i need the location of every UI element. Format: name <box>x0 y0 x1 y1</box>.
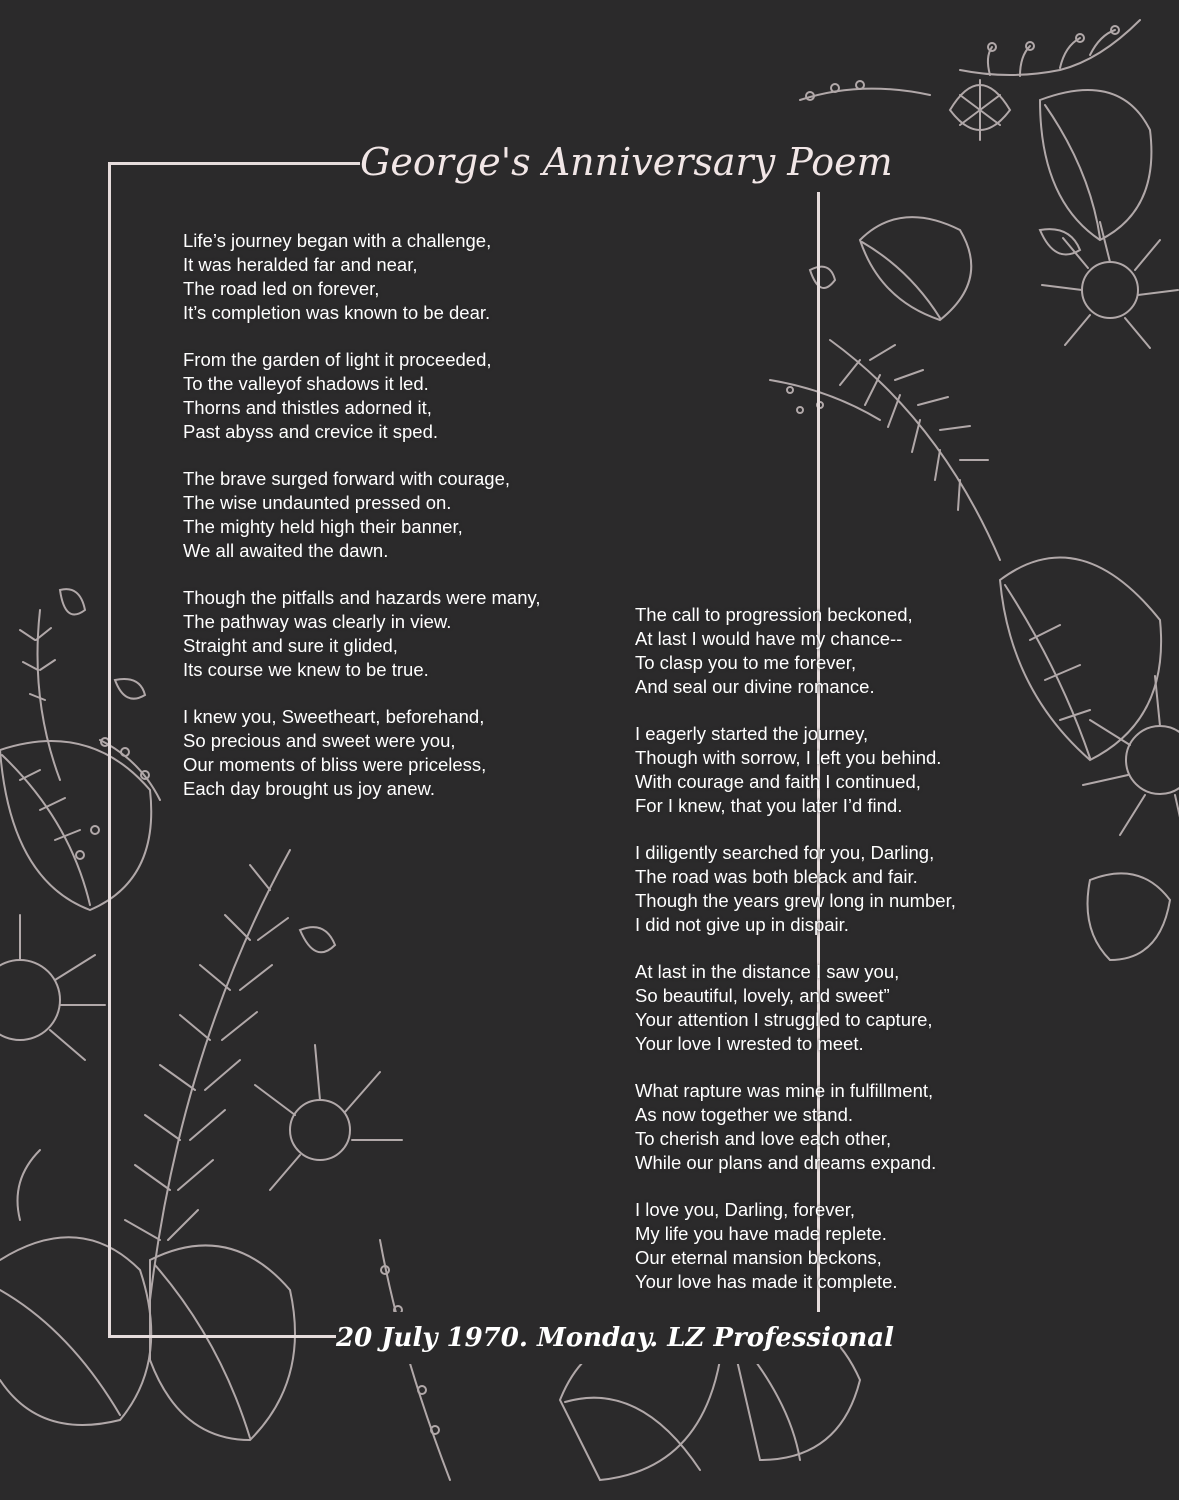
poem-line: The road led on forever, <box>183 278 380 299</box>
poem-line: At last I would have my chance-- <box>635 628 903 649</box>
poem-line: Though the years grew long in number, <box>635 890 956 911</box>
poem-line: From the garden of light it proceeded, <box>183 349 492 370</box>
poem-line: The pathway was clearly in view. <box>183 611 452 632</box>
poem-line: Your love I wrested to meet. <box>635 1033 864 1054</box>
poem-line: My life you have made replete. <box>635 1223 887 1244</box>
poem-stanza <box>635 960 1065 1056</box>
poem-line: Life’s journey began with a challenge, <box>183 230 492 251</box>
page-title: George's Anniversary Poem <box>360 132 820 192</box>
poem-line: I love you, Darling, forever, <box>635 1199 856 1220</box>
poem-line: And seal our divine romance. <box>635 676 875 697</box>
poem-stanza <box>183 229 623 325</box>
poem-line: It was heralded far and near, <box>183 254 418 275</box>
poem-stanza <box>183 348 623 444</box>
poem-line: It’s completion was known to be dear. <box>183 302 491 323</box>
poem-stanza <box>183 467 623 563</box>
poem-line: The call to progression beckoned, <box>635 604 913 625</box>
poem-stanza <box>183 705 623 801</box>
poem-line: Your attention I struggled to capture, <box>635 1009 933 1030</box>
poem-line: Each day brought us joy anew. <box>183 778 435 799</box>
poem-stanza <box>635 1198 1065 1294</box>
poem-line: The road was both bleack and fair. <box>635 866 918 887</box>
date-footer: 20 July 1970. Monday. LZ Professional <box>336 1312 840 1364</box>
poem-line: The wise undaunted pressed on. <box>183 492 452 513</box>
poem-stanza <box>635 722 1065 818</box>
poem-line: I eagerly started the journey, <box>635 723 869 744</box>
poem-left-column <box>183 229 623 824</box>
poem-line: As now together we stand. <box>635 1104 854 1125</box>
poem-line: Straight and sure it glided, <box>183 635 398 656</box>
poem-line: Your love has made it complete. <box>635 1271 898 1292</box>
poem-stanza <box>635 603 1065 699</box>
poem-line: While our plans and dreams expand. <box>635 1152 937 1173</box>
poem-line: The brave surged forward with courage, <box>183 468 511 489</box>
poem-line: Our moments of bliss were priceless, <box>183 754 487 775</box>
poem-line: What rapture was mine in fulfillment, <box>635 1080 934 1101</box>
poem-line: I did not give up in dispair. <box>635 914 849 935</box>
poem-line: So beautiful, lovely, and sweet” <box>635 985 890 1006</box>
poem-line: For I knew, that you later I’d find. <box>635 795 903 816</box>
poem-line: Though with sorrow, I left you behind. <box>635 747 942 768</box>
poem-line: Its course we knew to be true. <box>183 659 429 680</box>
poem-line: I knew you, Sweetheart, beforehand, <box>183 706 485 727</box>
poem-line: To clasp you to me forever, <box>635 652 857 673</box>
poem-stanza <box>635 841 1065 937</box>
poem-line: To cherish and love each other, <box>635 1128 892 1149</box>
poem-line: Thorns and thistles adorned it, <box>183 397 432 418</box>
poem-line: The mighty held high their banner, <box>183 516 463 537</box>
poem-line: To the valleyof shadows it led. <box>183 373 429 394</box>
poem-line: Though the pitfalls and hazards were many, <box>183 587 541 608</box>
poem-line: Our eternal mansion beckons, <box>635 1247 882 1268</box>
poem-stanza <box>635 1079 1065 1175</box>
poem-line: I diligently searched for you, Darling, <box>635 842 935 863</box>
poem-stanza <box>183 586 623 682</box>
poem-right-column <box>635 603 1065 1317</box>
poem-line: Past abyss and crevice it sped. <box>183 421 439 442</box>
poem-line: With courage and faith I continued, <box>635 771 921 792</box>
poem-line: So precious and sweet were you, <box>183 730 456 751</box>
poem-line: We all awaited the dawn. <box>183 540 389 561</box>
poem-line: At last in the distance I saw you, <box>635 961 900 982</box>
